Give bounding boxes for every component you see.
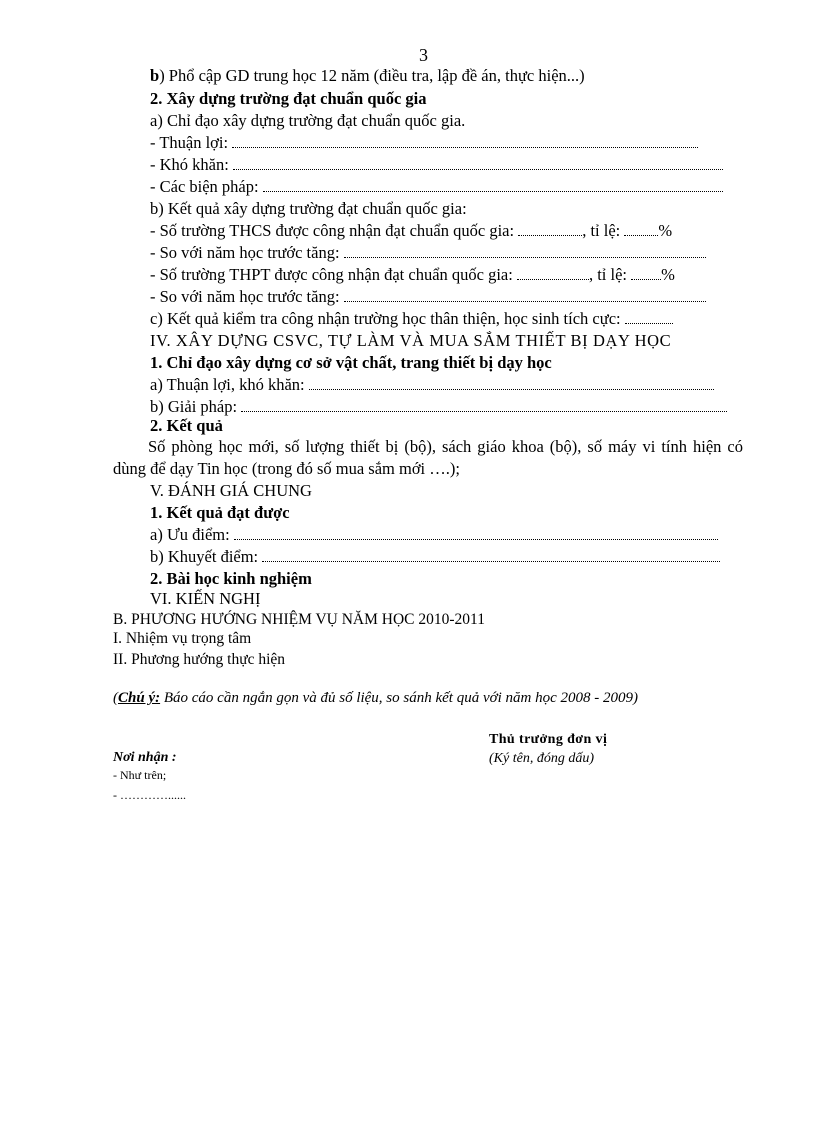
note-open-paren: ( — [113, 690, 118, 706]
giai-phap-line — [150, 397, 727, 417]
ket-qua-kiem-tra-label: c) Kết quả kiểm tra công nhận trường học thân thiện, học sinh tích cực: — [150, 309, 621, 328]
giai-phap-dotted-field — [241, 399, 727, 412]
uu-diem-line — [150, 525, 718, 545]
thpt-count-field — [517, 267, 589, 280]
so-voi-2-label: - So với năm học trước tăng: — [150, 287, 340, 306]
bai-hoc-heading: 2. Bài học kinh nghiệm — [150, 569, 312, 588]
ket-qua-dat-duoc-heading: 1. Kết quả đạt được — [150, 503, 290, 522]
pho-cap-line — [150, 66, 585, 86]
recipient-item: - …………...... — [113, 788, 186, 802]
ti-le-1-field — [624, 223, 658, 236]
ti-le-2-label: , tỉ lệ: — [588, 265, 628, 284]
so-truong-thpt-label: - Số trường THPT được công nhận đạt chuẩn quốc gia: — [150, 265, 513, 284]
note-label: Chú ý: — [118, 690, 161, 706]
percent-2: % — [661, 265, 675, 284]
so-voi-2-dotted-field — [344, 289, 706, 302]
note-line — [113, 690, 638, 707]
kho-khan-dotted-field — [233, 157, 723, 170]
page-number: 3 — [419, 45, 428, 65]
uu-diem-label: a) Ưu điểm: — [150, 525, 230, 544]
ket-qua-kiem-tra-line — [150, 309, 673, 329]
ket-qua-paragraph: Số phòng học mới, số lượng thiết bị (bộ), sách giáo khoa (bộ), số máy vi tính hiện có dùng để dạy Tin học (trong đó số mua sắm mới ….); — [113, 437, 743, 478]
so-voi-1-label: - So với năm học trước tăng: — [150, 243, 340, 262]
ti-le-2-field — [631, 267, 661, 280]
section-vi-heading: VI. KIẾN NGHỊ — [150, 589, 261, 608]
signature-title: Thủ trưởng đơn vị — [489, 732, 608, 747]
percent-1: % — [658, 221, 673, 240]
so-truong-thcs-line — [150, 221, 672, 241]
section-v-heading: V. ĐÁNH GIÁ CHUNG — [150, 481, 312, 500]
section-iv-heading: IV. XÂY DỰNG CSVC, TỰ LÀM VÀ MUA SẮM THIẾT BỊ DẠY HỌC — [150, 331, 672, 350]
so-voi-1-line — [150, 243, 706, 263]
ket-qua-heading: 2. Kết quả — [150, 416, 223, 435]
xay-dung-heading: 2. Xây dựng trường đạt chuẩn quốc gia — [150, 89, 427, 108]
khuyet-diem-label: b) Khuyết điểm: — [150, 547, 259, 566]
nhiem-vu-heading: I. Nhiệm vụ trọng tâm — [113, 630, 252, 647]
khuyet-diem-line — [150, 547, 720, 567]
uu-diem-dotted-field — [234, 527, 718, 540]
giai-phap-label: b) Giải pháp: — [150, 397, 238, 416]
ti-le-1-label: , tỉ lệ: — [582, 221, 621, 240]
recipient-item: - Như trên; — [113, 768, 167, 782]
thuan-loi-dotted-field — [232, 135, 698, 148]
thuan-loi-kho-khan-line — [150, 375, 714, 395]
kho-khan-label: - Khó khăn: — [150, 155, 229, 174]
bien-phap-line — [150, 177, 723, 197]
ket-qua-xd-line: b) Kết quả xây dựng trường đạt chuẩn quốc gia: — [150, 199, 467, 218]
khuyet-diem-dotted-field — [262, 549, 720, 562]
signature-subtitle: (Ký tên, đóng dấu) — [489, 751, 594, 766]
chi-dao-csvc-heading: 1. Chỉ đạo xây dựng cơ sở vật chất, trang thiết bị dạy học — [150, 353, 552, 372]
section-b-heading: B. PHƯƠNG HƯỚNG NHIỆM VỤ NĂM HỌC 2010-2011 — [113, 611, 485, 628]
ket-qua-kiem-tra-dotted-field — [625, 311, 673, 324]
so-truong-thcs-label: - Số trường THCS được công nhận đạt chuẩn quốc gia: — [150, 221, 515, 240]
so-voi-2-line — [150, 287, 706, 307]
bien-phap-dotted-field — [263, 179, 723, 192]
thcs-count-field — [518, 223, 582, 236]
thuan-loi-kho-khan-dotted-field — [309, 377, 714, 390]
pho-cap-text: ) Phổ cập GD trung học 12 năm (điều tra, lập đề án, thực hiện...) — [159, 66, 585, 85]
pho-cap-prefix: b — [150, 66, 160, 85]
bien-phap-label: - Các biện pháp: — [150, 177, 259, 196]
thuan-loi-label: - Thuận lợi: — [150, 133, 229, 152]
thuan-loi-line — [150, 133, 698, 153]
chi-dao-line: a) Chỉ đạo xây dựng trường đạt chuẩn quốc gia. — [150, 111, 466, 130]
phuong-huong-heading: II. Phương hướng thực hiện — [113, 651, 286, 668]
so-truong-thpt-line — [150, 265, 675, 285]
recipients-heading: Nơi nhận : — [113, 750, 177, 765]
thuan-loi-kho-khan-label: a) Thuận lợi, khó khăn: — [150, 375, 305, 394]
note-text: Báo cáo cần ngắn gọn và đủ số liệu, so sánh kết quả với năm học 2008 - 2009) — [160, 690, 639, 706]
so-voi-1-dotted-field — [344, 245, 706, 258]
kho-khan-line — [150, 155, 723, 175]
